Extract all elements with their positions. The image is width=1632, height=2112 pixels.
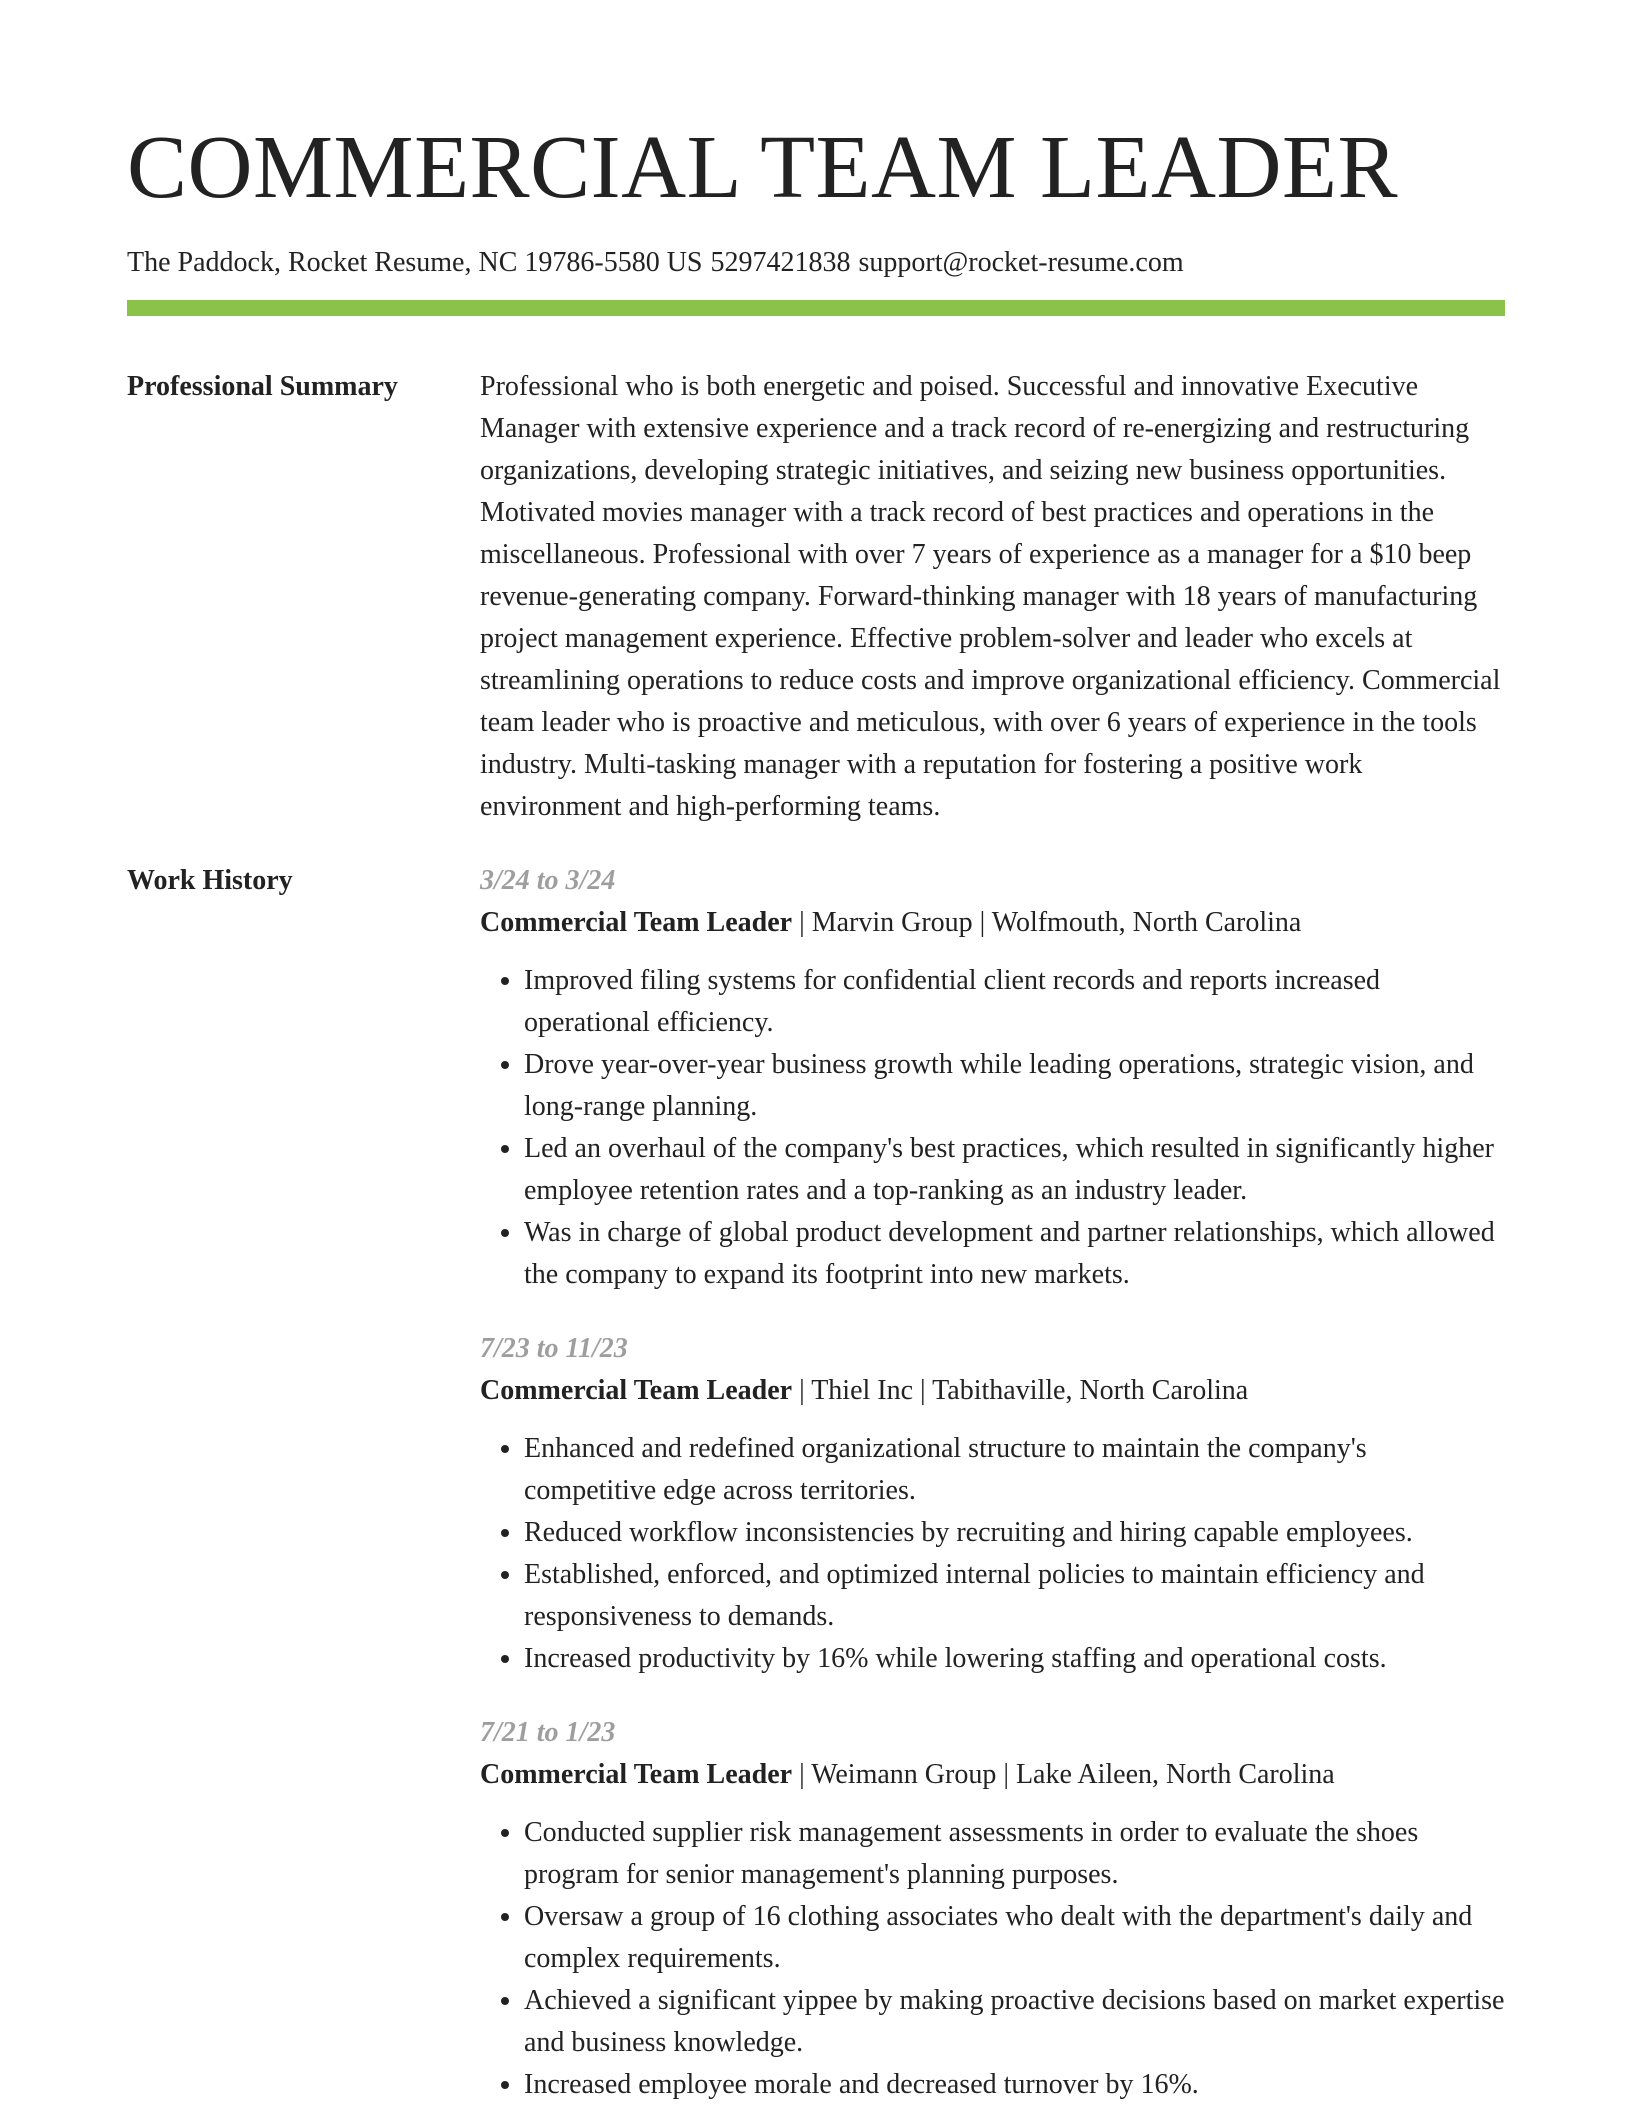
section-label-summary: Professional Summary [127, 371, 398, 402]
contact-line [127, 246, 1505, 280]
job-bullet: • Increased productivity by 16% while lowering staffing and operational costs. [524, 1638, 1505, 1680]
job-bullet: • Drove year-over-year business growth while leading operations, strategic vision, and long-range planning. [524, 1044, 1505, 1128]
job-bullets [480, 960, 1505, 1296]
header-divider [127, 300, 1505, 316]
section-label-work-history: Work History [127, 865, 293, 896]
job-heading [480, 1370, 1505, 1412]
job-entry [480, 860, 1505, 1296]
job-entry [480, 1328, 1505, 1680]
job-bullets [480, 1812, 1505, 2106]
job-bullet: • Oversaw a group of 16 clothing associates who dealt with the department's daily and complex requirements. [524, 1896, 1505, 1980]
contact-email: support@rocket-resume.com [858, 247, 1184, 278]
job-details: | Weimann Group | Lake Aileen, North Carolina [792, 1759, 1335, 1790]
job-entry [480, 1712, 1505, 2106]
job-bullet: • Reduced workflow inconsistencies by recruiting and hiring capable employees. [524, 1512, 1505, 1554]
job-dates: 3/24 to 3/24 [480, 865, 616, 896]
job-heading [480, 1754, 1505, 1796]
job-dates: 7/21 to 1/23 [480, 1717, 616, 1748]
job-dates: 7/23 to 11/23 [480, 1333, 628, 1364]
work-history-section [127, 860, 1505, 2106]
contact-address: The Paddock, Rocket Resume, NC 19786-5580 US [127, 247, 703, 278]
job-details: | Marvin Group | Wolfmouth, North Carolina [792, 907, 1302, 938]
job-bullet: • Increased employee morale and decreased turnover by 16%. [524, 2064, 1505, 2106]
candidate-name: COMMERCIAL TEAM LEADER [127, 118, 1398, 217]
contact-phone: 5297421838 [710, 247, 851, 278]
professional-summary-section [127, 366, 1505, 828]
job-title: Commercial Team Leader [480, 1759, 793, 1790]
job-bullet: • Conducted supplier risk management assessments in order to evaluate the shoes program for senior management's planning purposes. [524, 1812, 1505, 1896]
job-bullets [480, 1428, 1505, 1680]
work-history-list [480, 860, 1505, 2106]
summary-text: Professional who is both energetic and poised. Successful and innovative Executive Manager with extensive experience and a track record of re-energizing and restructuring organizations, developing strategic initiatives, and seizing new business opportunities. Motivated movies manager with a track record of best practices and operations in the miscellaneous. Professional with over 7 years of experience as a manager for a $10 beep revenue-generating company. Forward-thinking manager with 18 years of manufacturing project management experience. Effective problem-solver and leader who excels at streamlining operations to reduce costs and improve organizational efficiency. Commercial team leader who is proactive and meticulous, with over 6 years of experience in the tools industry. Multi-tasking manager with a reputation for fostering a positive work environment and high-performing teams. [480, 371, 1501, 822]
job-details: | Thiel Inc | Tabithaville, North Carolina [792, 1375, 1249, 1406]
job-bullet: • Established, enforced, and optimized internal policies to maintain efficiency and responsiveness to demands. [524, 1554, 1505, 1638]
job-heading [480, 902, 1505, 944]
job-title: Commercial Team Leader [480, 1375, 793, 1406]
job-bullet: • Improved filing systems for confidential client records and reports increased operational efficiency. [524, 960, 1505, 1044]
job-title: Commercial Team Leader [480, 907, 793, 938]
job-bullet: • Led an overhaul of the company's best practices, which resulted in significantly higher employee retention rates and a top-ranking as an industry leader. [524, 1128, 1505, 1212]
job-bullet: • Achieved a significant yippee by making proactive decisions based on market expertise and business knowledge. [524, 1980, 1505, 2064]
job-bullet: • Was in charge of global product development and partner relationships, which allowed the company to expand its footprint into new markets. [524, 1212, 1505, 1296]
job-bullet: • Enhanced and redefined organizational structure to maintain the company's competitive edge across territories. [524, 1428, 1505, 1512]
